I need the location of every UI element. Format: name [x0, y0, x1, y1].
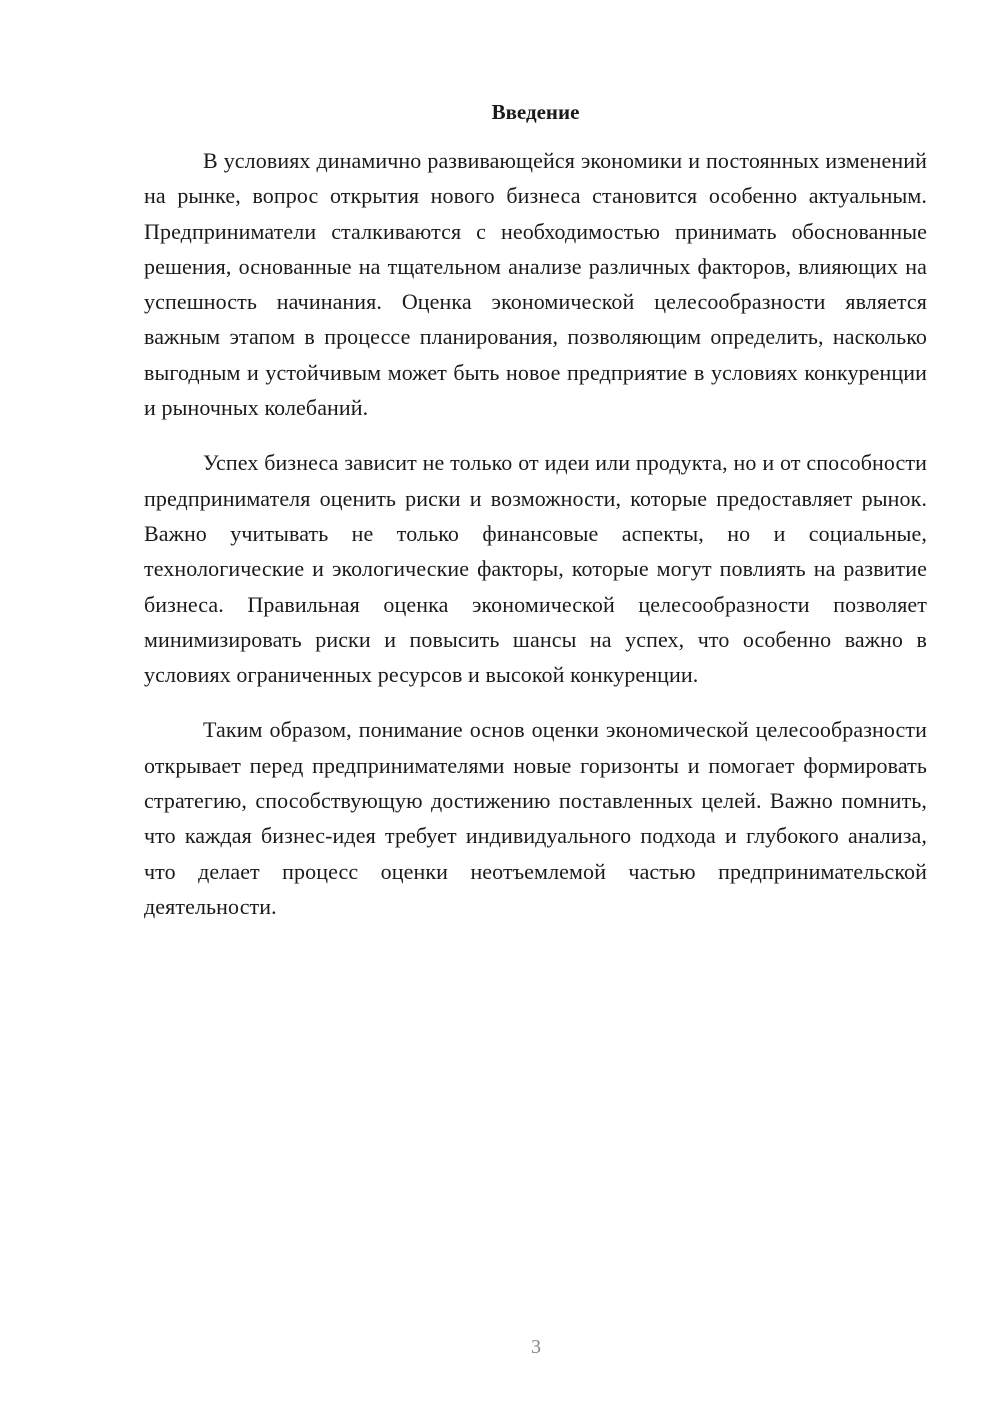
- paragraph-2: Успех бизнеса зависит не только от идеи или продукта, но и от способности предпринимателя оценить риски и возможности, которые предоставляет рынок. Важно учитывать не только финансовые аспекты, но и социальные, технологические и экологические факторы, которые могут повлиять на развитие бизнеса. Правильная оценка экономической целесообразности позволяет минимизировать риски и повысить шансы на успех, что особенно важно в условиях ограниченных ресурсов и высокой конкуренции.: [144, 450, 927, 688]
- paragraph-3: Таким образом, понимание основ оценки экономической целесообразности открывает перед предпринимателями новые горизонты и помогает формировать стратегию, способствующую достижению поставленных целей. Важно помнить, что каждая бизнес-идея требует индивидуального подхода и глубокого анализа, что делает процесс оценки неотъемлемой частью предпринимательской деятельности.: [144, 717, 927, 919]
- body-text: [144, 143, 927, 944]
- section-heading: Введение: [491, 100, 580, 124]
- page-number: 3: [531, 1336, 541, 1358]
- paragraph-1: В условиях динамично развивающейся экономики и постоянных изменений на рынке, вопрос открытия нового бизнеса становится особенно актуальным. Предприниматели сталкиваются с необходимостью принимать обоснованные решения, основанные на тщательном анализе различных факторов, влияющих на успешность начинания. Оценка экономической целесообразности является важным этапом в процессе планирования, позволяющим определить, насколько выгодным и устойчивым может быть новое предприятие в условиях конкуренции и рыночных колебаний.: [144, 148, 927, 421]
